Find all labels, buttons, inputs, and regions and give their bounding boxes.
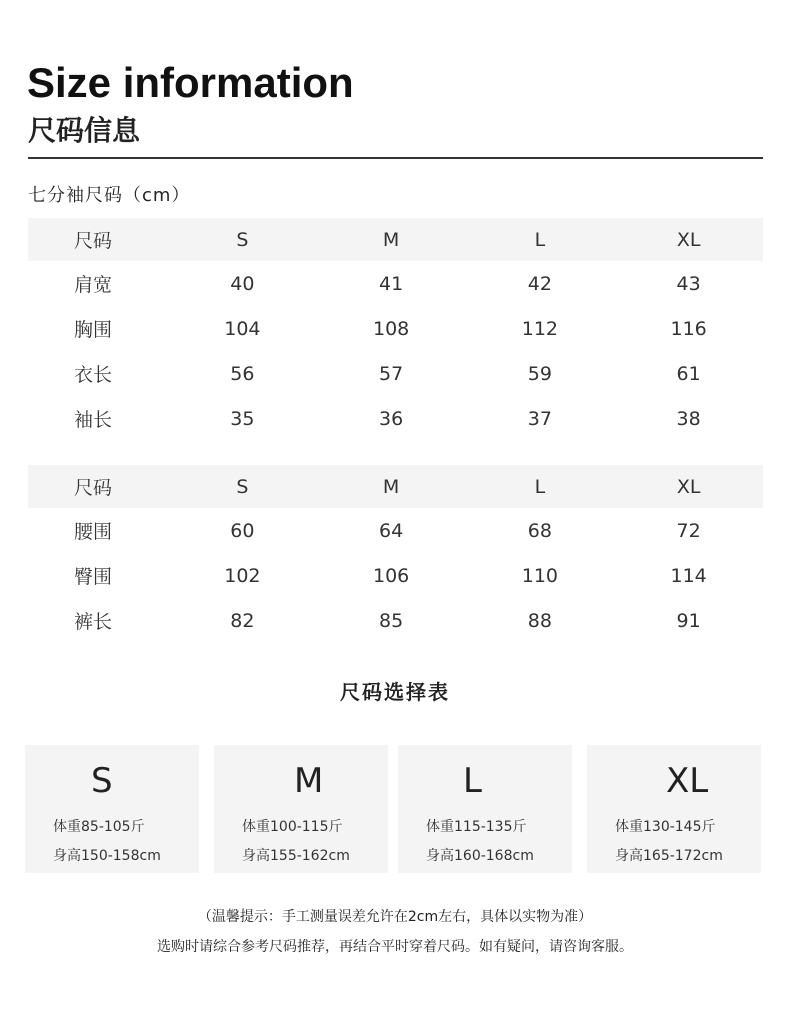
column-header: 尺码 — [28, 218, 168, 261]
row-label: 胸围 — [74, 319, 113, 341]
table-cell: 112 — [521, 317, 558, 340]
purchase-advice: 选购时请综合参考尺码推荐，再结合平时穿着尺码。如有疑问，请咨询客服。 — [157, 939, 633, 955]
table-cell: 60 — [230, 519, 255, 542]
table-cell: 38 — [676, 407, 701, 430]
table-cell: 72 — [676, 519, 701, 542]
table-cell: 37 — [527, 407, 552, 430]
column-header: L — [466, 465, 615, 508]
card-height: 身高160-168cm — [426, 848, 534, 864]
size-card-l — [398, 745, 572, 873]
card-size-label: XL — [666, 761, 709, 801]
table-cell: 91 — [676, 609, 701, 632]
table-cell: 56 — [230, 362, 255, 385]
card-size-label: L — [463, 761, 482, 801]
table-cell: 41 — [379, 272, 404, 295]
measurement-note: （温馨提示：手工测量误差允许在2cm左右，具体以实物为准） — [197, 909, 593, 925]
table-cell: 102 — [224, 564, 261, 587]
column-header: L — [466, 218, 615, 261]
column-header: XL — [614, 465, 763, 508]
table-cell: 43 — [676, 272, 701, 295]
table-cell: 64 — [379, 519, 404, 542]
table-cell: 106 — [372, 564, 410, 587]
table-cell: 57 — [379, 362, 404, 385]
size-card-m — [214, 745, 388, 873]
row-label: 裤长 — [74, 611, 113, 633]
table-cell: 110 — [521, 564, 558, 587]
card-height: 身高155-162cm — [242, 848, 350, 864]
upper-size-table — [28, 218, 763, 441]
page-title-en: Size information — [27, 59, 354, 106]
table-cell: 82 — [230, 609, 255, 632]
table-row — [28, 351, 763, 396]
row-label: 臀围 — [74, 566, 113, 588]
table-cell: 104 — [224, 317, 261, 340]
table-cell: 114 — [670, 564, 707, 587]
table-cell: 88 — [527, 609, 552, 632]
table-row — [28, 553, 763, 598]
column-header: M — [317, 218, 466, 261]
section-label: 七分袖尺码（cm） — [28, 185, 191, 206]
column-header: S — [168, 218, 317, 261]
table-cell: 36 — [379, 407, 404, 430]
card-size-label: M — [294, 761, 324, 801]
row-label: 袖长 — [74, 409, 113, 431]
size-card-s — [25, 745, 199, 873]
card-size-label: S — [91, 761, 113, 801]
table-cell: 35 — [230, 407, 255, 430]
page-title-zh: 尺码信息 — [28, 114, 141, 147]
table-row — [28, 508, 763, 553]
card-height: 身高150-158cm — [53, 848, 161, 864]
column-header: M — [317, 465, 466, 508]
table-cell: 108 — [372, 317, 410, 340]
row-label: 腰围 — [74, 521, 113, 543]
size-card-xl — [587, 745, 761, 873]
card-weight: 体重100-115斤 — [242, 819, 343, 835]
table-row — [28, 396, 763, 441]
table-row — [28, 261, 763, 306]
size-chart-title: 尺码选择表 — [340, 680, 450, 704]
row-label: 衣长 — [74, 364, 113, 386]
card-weight: 体重130-145斤 — [615, 819, 716, 835]
table-header-row — [28, 465, 763, 508]
table-cell: 85 — [379, 609, 404, 632]
title-divider — [28, 157, 763, 159]
table-cell: 59 — [527, 362, 552, 385]
column-header: XL — [614, 218, 763, 261]
table-row — [28, 306, 763, 351]
table-cell: 116 — [670, 317, 707, 340]
card-weight: 体重85-105斤 — [53, 819, 145, 835]
card-weight: 体重115-135斤 — [426, 819, 527, 835]
table-cell: 68 — [527, 519, 552, 542]
card-height: 身高165-172cm — [615, 848, 723, 864]
row-label: 肩宽 — [74, 274, 113, 296]
table-cell: 42 — [527, 272, 552, 295]
table-header-row — [28, 218, 763, 261]
lower-size-table — [28, 465, 763, 643]
column-header: S — [168, 465, 317, 508]
table-cell: 61 — [676, 362, 701, 385]
table-cell: 40 — [230, 272, 255, 295]
column-header: 尺码 — [28, 465, 168, 508]
table-row — [28, 598, 763, 643]
